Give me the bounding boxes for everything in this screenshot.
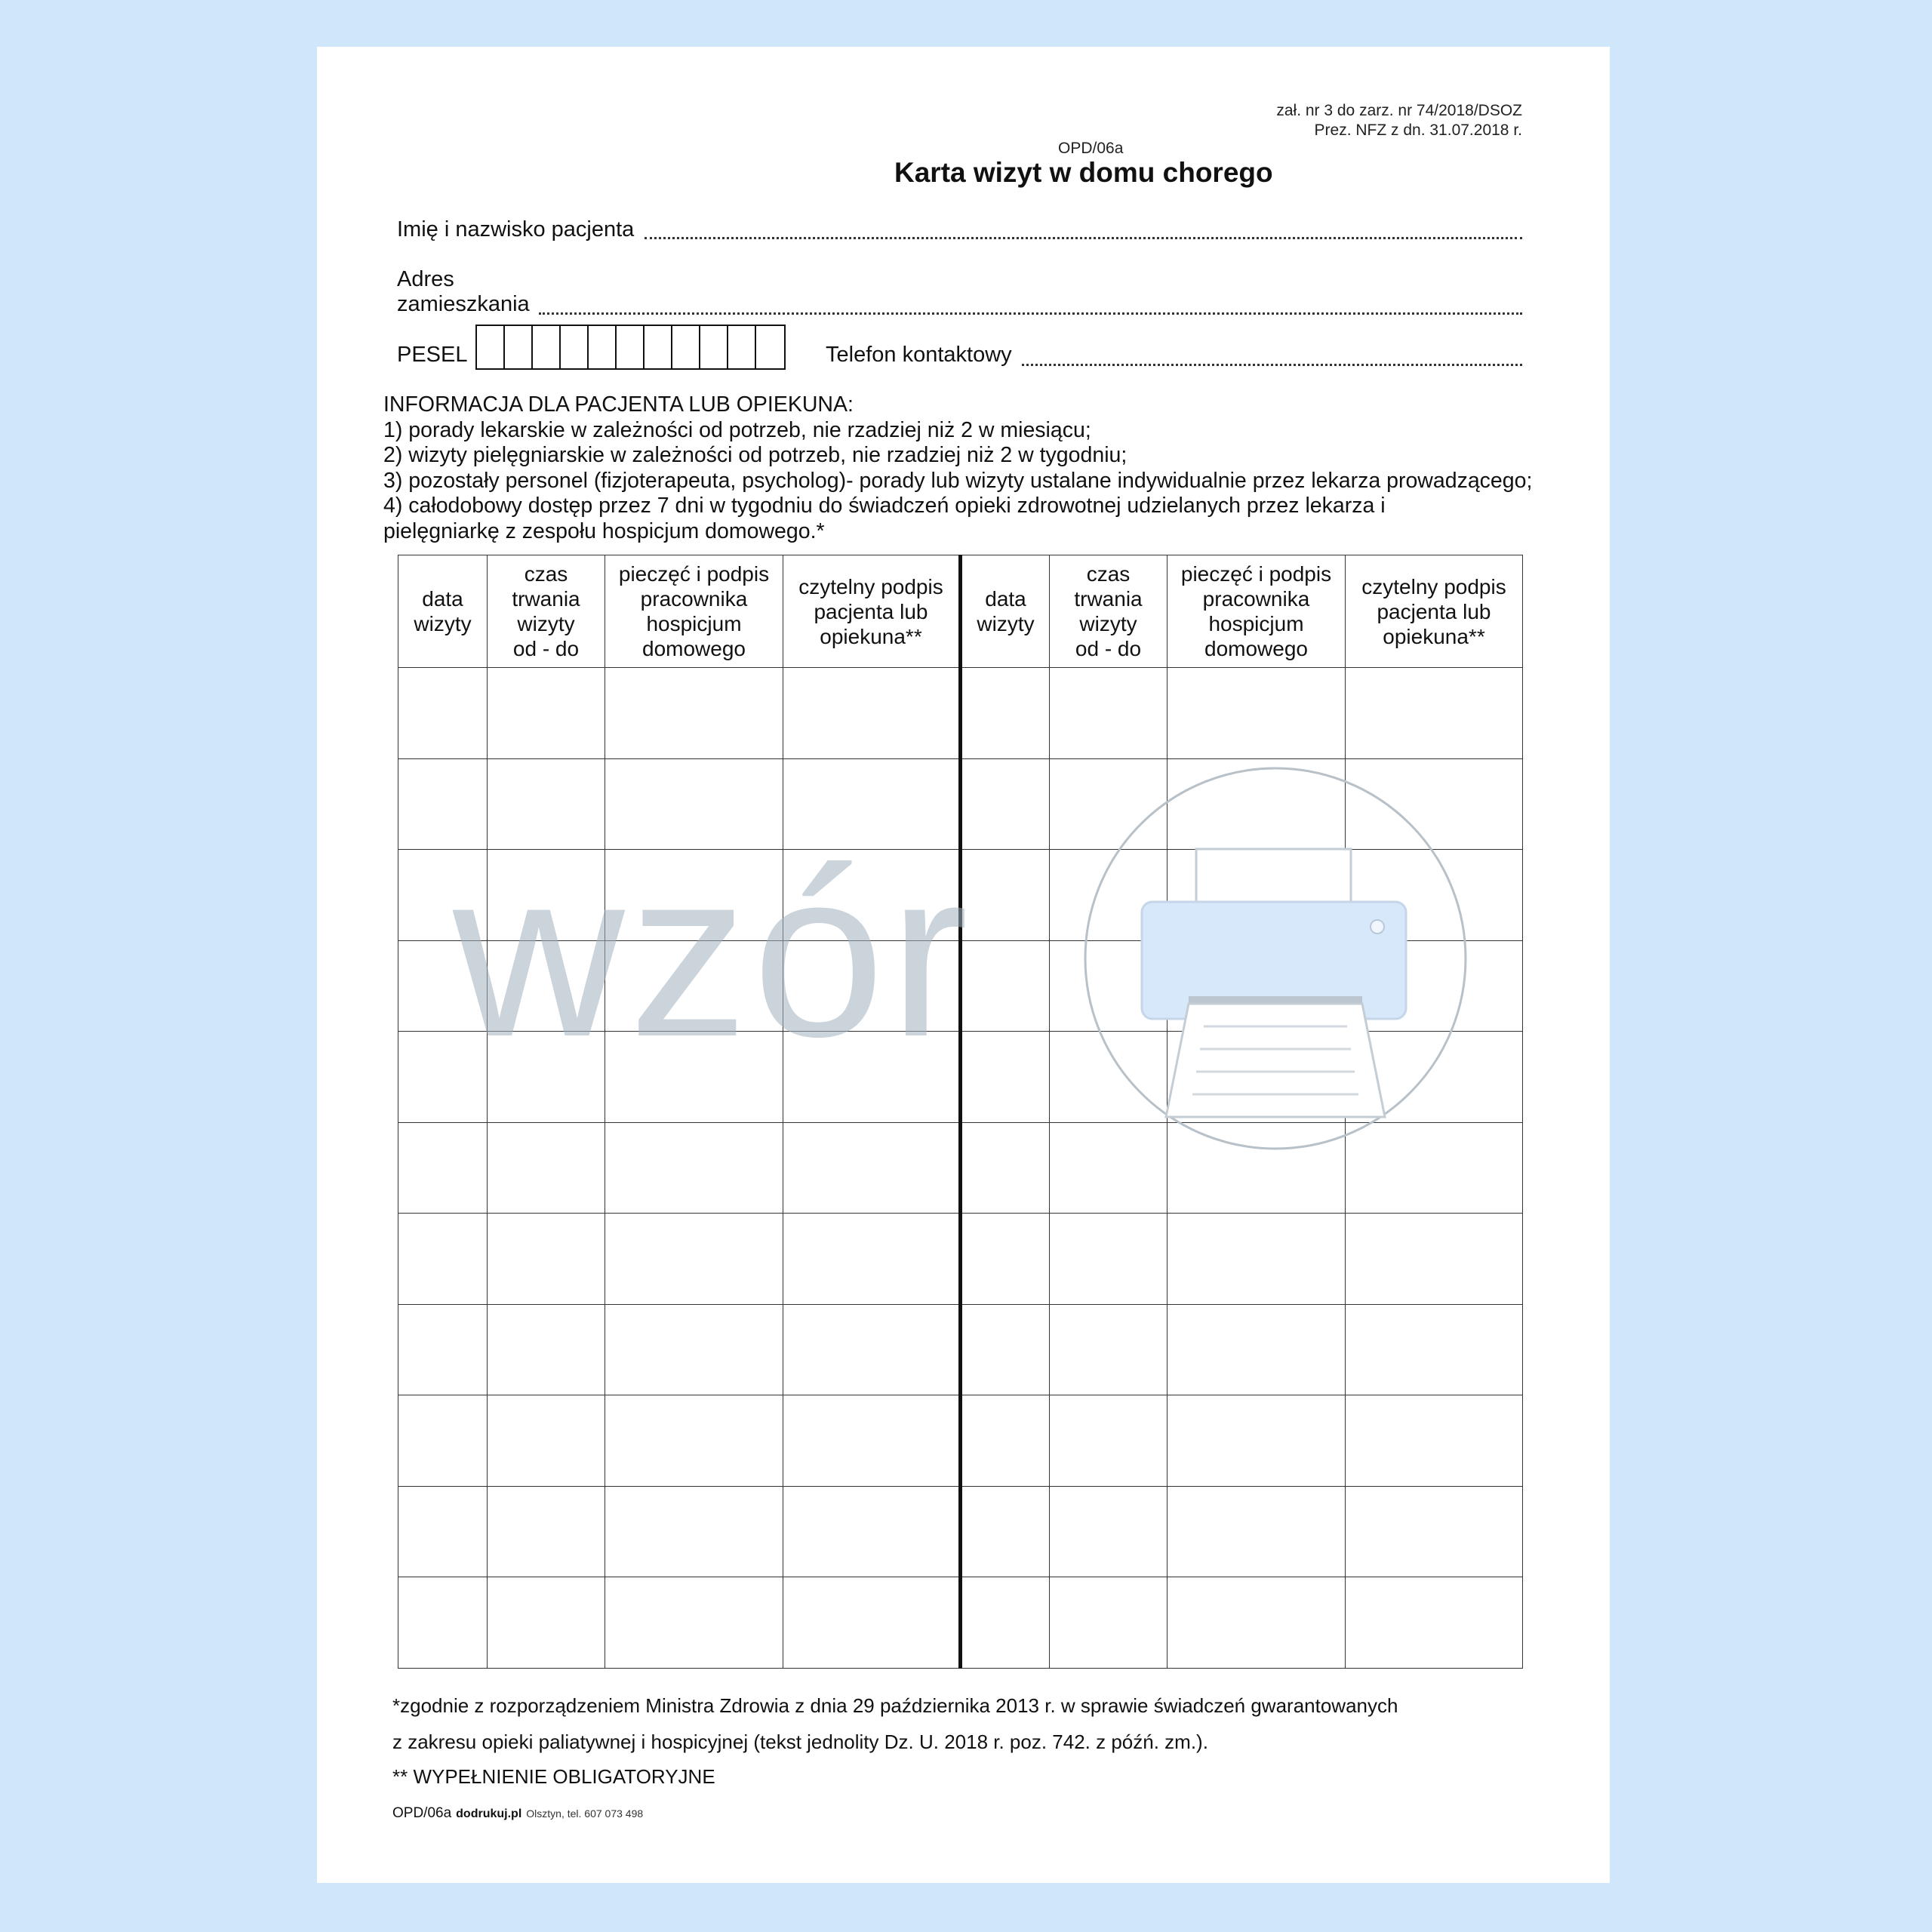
pesel-digit-box[interactable] — [561, 326, 589, 368]
visit-entry-cell[interactable] — [398, 668, 488, 759]
visit-entry-cell[interactable] — [1050, 1395, 1168, 1487]
pesel-label: PESEL — [397, 343, 468, 367]
visit-entry-cell[interactable] — [605, 850, 783, 941]
form-page — [317, 47, 1610, 1883]
table-row — [398, 1122, 1523, 1214]
visit-entry-cell[interactable] — [1168, 1214, 1346, 1305]
visit-entry-cell[interactable] — [605, 1032, 783, 1123]
visit-entry-cell[interactable] — [398, 850, 488, 941]
pesel-digit-box[interactable] — [645, 326, 672, 368]
visit-entry-cell[interactable] — [1346, 850, 1523, 941]
visit-entry-cell[interactable] — [488, 1214, 605, 1305]
visit-entry-cell[interactable] — [961, 940, 1050, 1032]
visit-entry-cell[interactable] — [783, 1577, 961, 1669]
header-visit-duration: czas trwania wizyty od - do — [488, 555, 605, 668]
header-visit-date: data wizyty — [398, 555, 488, 668]
visit-entry-cell[interactable] — [605, 1304, 783, 1395]
visit-entry-cell[interactable] — [961, 1395, 1050, 1487]
visit-entry-cell[interactable] — [783, 758, 961, 850]
footnote-1-line-2: z zakresu opieki paliatywnej i hospicyjnej (tekst jednolity Dz. U. 2018 r. poz. 742. z późń. zm.). — [392, 1730, 1208, 1753]
visit-entry-cell[interactable] — [605, 1214, 783, 1305]
pesel-input-boxes[interactable] — [475, 325, 786, 370]
pesel-digit-box[interactable] — [589, 326, 617, 368]
visit-entry-cell[interactable] — [488, 940, 605, 1032]
footnote-1-line-1: *zgodnie z rozporządzeniem Ministra Zdrowia z dnia 29 października 2013 r. w sprawie świadczeń gwarantowanych — [392, 1694, 1398, 1717]
visit-entry-cell[interactable] — [398, 1577, 488, 1669]
visit-entry-cell[interactable] — [783, 1032, 961, 1123]
visit-entry-cell[interactable] — [1050, 1032, 1168, 1123]
visit-entry-cell[interactable] — [1168, 940, 1346, 1032]
table-row — [398, 940, 1523, 1032]
visit-entry-cell[interactable] — [1168, 1486, 1346, 1577]
table-row — [398, 850, 1523, 941]
visit-entry-cell[interactable] — [783, 1395, 961, 1487]
pesel-digit-box[interactable] — [533, 326, 561, 368]
table-row — [398, 1486, 1523, 1577]
visit-entry-cell[interactable] — [1346, 758, 1523, 850]
header-visit-date: data wizyty — [961, 555, 1050, 668]
legal-reference-line-1: zał. nr 3 do zarz. nr 74/2018/DSOZ — [1276, 102, 1522, 119]
visit-entry-cell[interactable] — [1168, 850, 1346, 941]
table-row — [398, 668, 1523, 759]
visit-entry-cell[interactable] — [961, 1577, 1050, 1669]
pesel-digit-box[interactable] — [700, 326, 728, 368]
phone-label: Telefon kontaktowy — [826, 343, 1012, 367]
visits-table — [398, 555, 1523, 1669]
visit-entry-cell[interactable] — [1168, 1577, 1346, 1669]
visit-entry-cell[interactable] — [961, 758, 1050, 850]
visit-entry-cell[interactable] — [488, 668, 605, 759]
table-row — [398, 1304, 1523, 1395]
visit-entry-cell[interactable] — [1050, 1122, 1168, 1214]
visit-entry-cell[interactable] — [398, 1122, 488, 1214]
header-patient-signature: czytelny podpis pacjenta lub opiekuna** — [783, 555, 961, 668]
visit-entry-cell[interactable] — [1168, 668, 1346, 759]
visit-entry-cell[interactable] — [398, 1395, 488, 1487]
visit-entry-cell[interactable] — [1050, 1486, 1168, 1577]
header-staff-stamp: pieczęć i podpis pracownika hospicjum domowego — [1168, 555, 1346, 668]
visit-entry-cell[interactable] — [1050, 758, 1168, 850]
visit-entry-cell[interactable] — [1346, 1032, 1523, 1123]
visit-entry-cell[interactable] — [783, 1304, 961, 1395]
legal-reference — [1276, 101, 1522, 140]
visit-entry-cell[interactable] — [1168, 758, 1346, 850]
visit-entry-cell[interactable] — [1050, 1577, 1168, 1669]
form-code: OPD/06a — [1058, 140, 1124, 157]
visit-entry-cell[interactable] — [488, 1032, 605, 1123]
visit-entry-cell[interactable] — [783, 850, 961, 941]
address-label-line-2: zamieszkania — [397, 292, 530, 316]
visit-entry-cell[interactable] — [1050, 940, 1168, 1032]
visit-entry-cell[interactable] — [605, 940, 783, 1032]
print-imprint — [392, 1805, 643, 1822]
visits-table-body — [398, 668, 1523, 1669]
visit-entry-cell[interactable] — [488, 1122, 605, 1214]
visit-entry-cell[interactable] — [961, 1304, 1050, 1395]
visit-entry-cell[interactable] — [961, 1122, 1050, 1214]
visit-entry-cell[interactable] — [488, 1486, 605, 1577]
visit-entry-cell[interactable] — [1168, 1395, 1346, 1487]
imprint-form-code: OPD/06a — [392, 1805, 452, 1821]
visit-entry-cell[interactable] — [1346, 1486, 1523, 1577]
header-patient-signature: czytelny podpis pacjenta lub opiekuna** — [1346, 555, 1523, 668]
visit-entry-cell[interactable] — [1168, 1304, 1346, 1395]
visit-entry-cell[interactable] — [783, 668, 961, 759]
visit-entry-cell[interactable] — [1346, 1577, 1523, 1669]
visit-entry-cell[interactable] — [1168, 1122, 1346, 1214]
pesel-digit-box[interactable] — [477, 326, 505, 368]
visit-entry-cell[interactable] — [1346, 668, 1523, 759]
visit-entry-cell[interactable] — [488, 758, 605, 850]
imprint-brand: dodrukuj.pl — [456, 1807, 522, 1820]
visit-entry-cell[interactable] — [961, 1486, 1050, 1577]
table-header-row — [398, 555, 1523, 668]
table-row — [398, 758, 1523, 850]
visit-entry-cell[interactable] — [398, 1032, 488, 1123]
address-label-line-1: Adres — [397, 267, 454, 291]
table-row — [398, 1395, 1523, 1487]
patient-information — [383, 392, 1532, 544]
patient-name-field[interactable] — [645, 237, 1522, 239]
pesel-digit-box[interactable] — [505, 326, 533, 368]
visit-entry-cell[interactable] — [1050, 1214, 1168, 1305]
imprint-contact: Olsztyn, tel. 607 073 498 — [526, 1807, 644, 1820]
info-item-2: 2) wizyty pielęgniarskie w zależności od potrzeb, nie rzadziej niż 2 w tygodniu; — [383, 443, 1128, 467]
visit-entry-cell[interactable] — [398, 940, 488, 1032]
visit-entry-cell[interactable] — [488, 1577, 605, 1669]
visit-entry-cell[interactable] — [488, 850, 605, 941]
visit-entry-cell[interactable] — [1050, 1304, 1168, 1395]
header-staff-stamp: pieczęć i podpis pracownika hospicjum domowego — [605, 555, 783, 668]
table-row — [398, 1032, 1523, 1123]
table-row — [398, 1577, 1523, 1669]
visit-entry-cell[interactable] — [1346, 1214, 1523, 1305]
visit-entry-cell[interactable] — [783, 1214, 961, 1305]
info-item-4-line-1: 4) całodobowy dostęp przez 7 dni w tygodniu do świadczeń opieki zdrowotnej udzielanych przez lekarza i — [383, 494, 1386, 518]
visit-entry-cell[interactable] — [1050, 850, 1168, 941]
visit-entry-cell[interactable] — [605, 1122, 783, 1214]
visit-entry-cell[interactable] — [1168, 1032, 1346, 1123]
visit-entry-cell[interactable] — [605, 668, 783, 759]
visits-table-container — [398, 555, 1522, 1675]
pesel-digit-box[interactable] — [617, 326, 645, 368]
visit-entry-cell[interactable] — [398, 1486, 488, 1577]
visit-entry-cell[interactable] — [961, 850, 1050, 941]
visit-entry-cell[interactable] — [398, 1214, 488, 1305]
visit-entry-cell[interactable] — [783, 940, 961, 1032]
visit-entry-cell[interactable] — [1346, 1304, 1523, 1395]
watermark-text: wzór — [453, 820, 974, 1086]
visit-entry-cell[interactable] — [605, 1577, 783, 1669]
patient-name-label: Imię i nazwisko pacjenta — [397, 217, 635, 242]
visit-entry-cell[interactable] — [961, 1214, 1050, 1305]
table-row — [398, 1214, 1523, 1305]
visit-entry-cell[interactable] — [1346, 1395, 1523, 1487]
visit-entry-cell[interactable] — [961, 1032, 1050, 1123]
legal-reference-line-2: Prez. NFZ z dn. 31.07.2018 r. — [1314, 122, 1522, 139]
info-heading: INFORMACJA DLA PACJENTA LUB OPIEKUNA: — [383, 392, 854, 417]
info-item-1: 1) porady lekarskie w zależności od potrzeb, nie rzadziej niż 2 w miesiącu; — [383, 417, 1091, 442]
footnote-2: ** WYPEŁNIENIE OBLIGATORYJNE — [392, 1765, 715, 1788]
info-item-4-line-2: pielęgniarkę z zespołu hospicjum domowego.* — [383, 518, 825, 543]
visit-entry-cell[interactable] — [605, 1486, 783, 1577]
address-field[interactable] — [539, 312, 1522, 315]
visit-entry-cell[interactable] — [961, 668, 1050, 759]
visit-entry-cell[interactable] — [605, 1395, 783, 1487]
header-visit-duration: czas trwania wizyty od - do — [1050, 555, 1168, 668]
phone-field[interactable] — [1022, 364, 1522, 366]
visit-entry-cell[interactable] — [783, 1122, 961, 1214]
visit-entry-cell[interactable] — [1050, 668, 1168, 759]
visit-entry-cell[interactable] — [1346, 1122, 1523, 1214]
visit-entry-cell[interactable] — [605, 758, 783, 850]
page-title: Karta wizyt w domu chorego — [894, 157, 1273, 188]
pesel-digit-box[interactable] — [672, 326, 700, 368]
visit-entry-cell[interactable] — [488, 1304, 605, 1395]
pesel-digit-box[interactable] — [728, 326, 756, 368]
visit-entry-cell[interactable] — [783, 1486, 961, 1577]
info-item-3: 3) pozostały personel (fizjoterapeuta, psycholog)- porady lub wizyty ustalane indywidualnie przez lekarza prowadzącego; — [383, 468, 1533, 493]
visit-entry-cell[interactable] — [398, 1304, 488, 1395]
visit-entry-cell[interactable] — [1346, 940, 1523, 1032]
visit-entry-cell[interactable] — [398, 758, 488, 850]
pesel-digit-box[interactable] — [756, 326, 784, 368]
visit-entry-cell[interactable] — [488, 1395, 605, 1487]
